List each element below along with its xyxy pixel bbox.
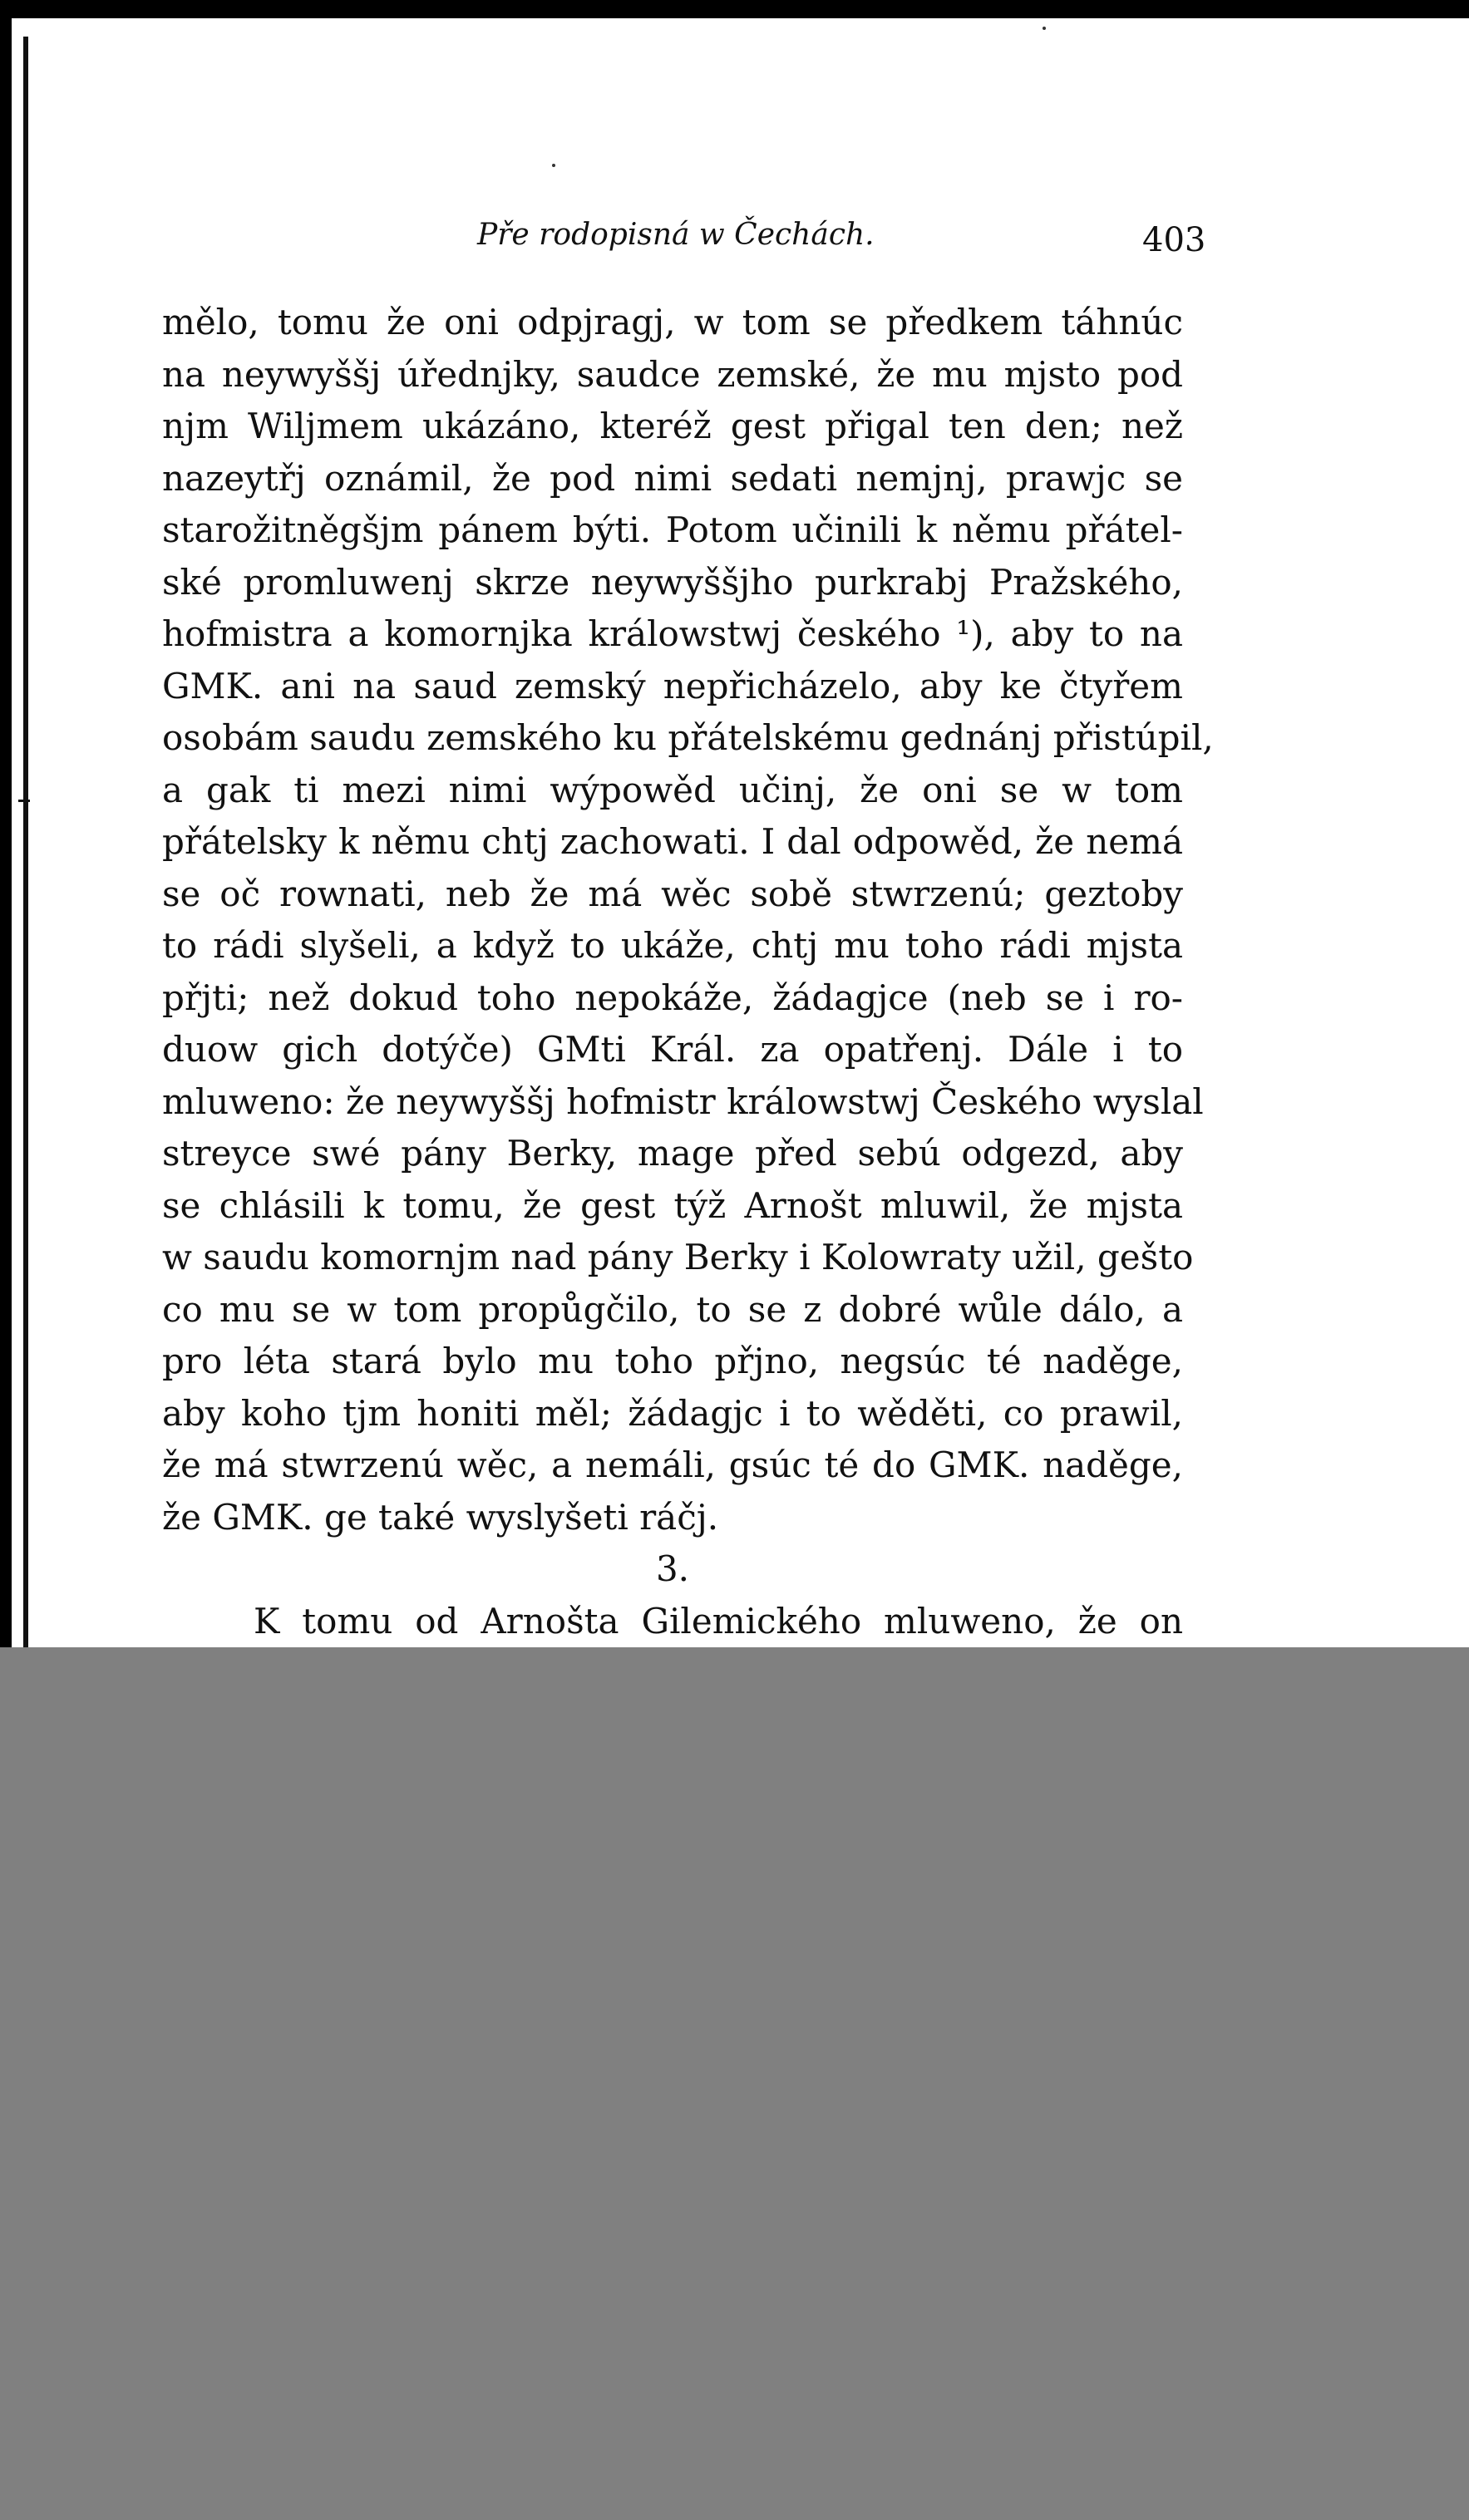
section-first-line: K tomu od Arnošta Gilemického mluweno, že on — [254, 1600, 1183, 1641]
text-line: GMK. ani na saud zemský nepřicházelo, aby ke čtyřem — [162, 665, 1183, 706]
spine-mark — [18, 800, 30, 802]
body-text — [162, 297, 1214, 1672]
text-line: to rádi slyšeli, a když to ukáže, chtj mu toho rádi mjsta — [162, 925, 1183, 966]
text-line: na neywyššj úřednjky, saudce zemské, že mu mjsto pod — [162, 353, 1183, 395]
scan-speck — [1043, 27, 1046, 30]
text-line: nazeytřj oznámil, že pod nimi sedati nemjnj, prawjc se — [162, 457, 1183, 499]
text-line: že má stwrzenú wěc, a nemáli, gsúc té do GMK. naděge, — [162, 1445, 1183, 1485]
text-line: se oč rownati, neb že má wěc sobě stwrzenú; geztoby — [162, 873, 1183, 914]
page-spine-edge — [23, 37, 28, 1666]
scan-speck — [552, 164, 555, 167]
text-line: přjti; než dokud toho nepokáže, žádagjce (neb se i ro- — [162, 977, 1183, 1018]
section-number: 3. — [655, 1548, 690, 1589]
text-line: co mu se w tom propůgčilo, to se z dobré wůle dálo, a — [162, 1288, 1183, 1330]
page-number: 403 — [1142, 221, 1206, 259]
text-line: ské promluwenj skrze neywyššjho purkrabj Pražského, — [162, 561, 1183, 603]
text-line: aby koho tjm honiti měl; žádagjc i to wěděti, co prawil, — [162, 1392, 1183, 1434]
page-header — [12, 218, 1469, 268]
text-line: pro léta stará bylo mu toho přjno, negsúc té naděge, — [162, 1341, 1183, 1381]
text-line: streyce swé pány Berky, mage před sebú odgezd, aby — [162, 1133, 1183, 1174]
running-head: Pře rodopisná w Čechách. — [477, 218, 875, 252]
text-line: mluweno: že neywyššj hofmistr králowstwj Českého wyslal — [162, 1080, 1204, 1122]
text-line: že GMK. ge také wyslyšeti ráčj. — [162, 1496, 719, 1538]
text-line: přátelsky k němu chtj zachowati. I dal odpowěd, že nemá — [162, 821, 1183, 862]
scan-overlay-band — [0, 1647, 1469, 2520]
book-page — [12, 18, 1469, 1647]
text-line: se chlásili k tomu, že gest týž Arnošt mluwil, že mjsta — [162, 1184, 1183, 1226]
text-line: mělo, tomu že oni odpjragj, w tom se předkem táhnúc — [162, 302, 1183, 342]
text-line: hofmistra a komornjka králowstwj českého ¹), aby to na — [162, 613, 1183, 654]
text-line: a gak ti mezi nimi wýpowěd učinj, že oni se w tom — [162, 769, 1183, 810]
text-line: w saudu komornjm nad pány Berky i Kolowraty užil, gešto — [162, 1237, 1194, 1277]
text-line: njm Wiljmem ukázáno, kteréž gest přigal ten den; než — [162, 406, 1183, 446]
text-line: starožitněgšjm pánem býti. Potom učinili k němu přátel- — [162, 509, 1183, 550]
text-line: osobám saudu zemského ku přátelskému gednánj přistúpil, — [162, 717, 1214, 758]
text-line: duow gich dotýče) GMti Král. za opatřenj. Dále i to — [162, 1029, 1183, 1070]
